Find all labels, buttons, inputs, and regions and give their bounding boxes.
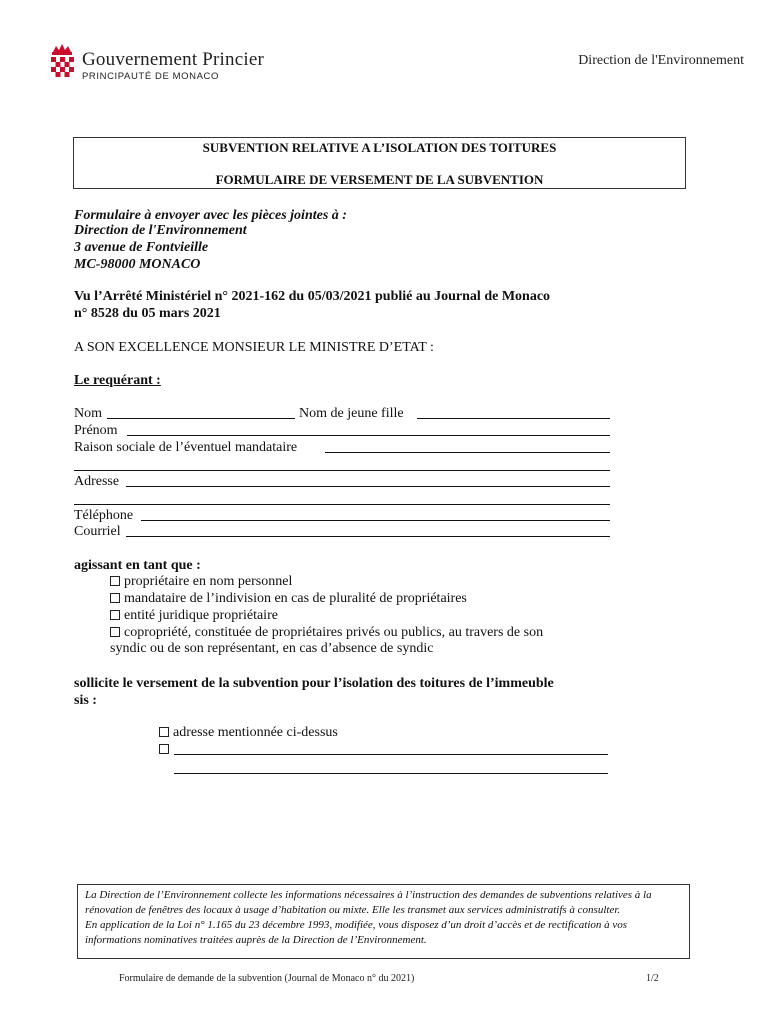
prenom-field[interactable] — [127, 423, 610, 436]
adresse-field[interactable] — [126, 474, 610, 487]
option-proprietaire[interactable] — [110, 574, 292, 590]
nom-field[interactable] — [107, 406, 295, 419]
logo-subtitle: PRINCIPAUTÉ DE MONACO — [82, 71, 219, 82]
arrete-line-2: n° 8528 du 05 mars 2021 — [74, 306, 221, 321]
sollicite-line-2: sis : — [74, 693, 97, 708]
send-to-line: Formulaire à envoyer avec les pièces jointes à : — [74, 208, 347, 223]
option-label: copropriété, constituée de propriétaires privés ou publics, au travers de son — [124, 625, 544, 640]
raison-sociale-field-2[interactable] — [74, 458, 610, 471]
prenom-label: Prénom — [74, 423, 118, 438]
option-adresse-ci-dessus[interactable] — [159, 725, 338, 741]
option-entite-juridique[interactable] — [110, 608, 278, 624]
title-box — [73, 137, 686, 189]
checkbox[interactable] — [110, 610, 120, 620]
checkbox[interactable] — [159, 744, 169, 754]
checkbox[interactable] — [110, 593, 120, 603]
addressee: A SON EXCELLENCE MONSIEUR LE MINISTRE D’ETAT : — [74, 340, 434, 355]
notice-paragraph-1: La Direction de l’Environnement collecte les informations nécessaires à l’instruction des demandes de subventions relatives à la rénovation de fenêtres des locaux à usage d’habitation ou mixte. Elle les transmet aux services administratifs à consulter. — [85, 889, 652, 916]
privacy-notice — [77, 884, 690, 959]
option-label: adresse mentionnée ci-dessus — [173, 725, 338, 740]
option-mandataire[interactable] — [110, 591, 467, 607]
arrete-line-1: Vu l’Arrêté Ministériel n° 2021-162 du 05/03/2021 publié au Journal de Monaco — [74, 289, 551, 304]
adresse-field-2[interactable] — [74, 492, 610, 505]
form-subtitle: FORMULAIRE DE VERSEMENT DE LA SUBVENTION — [215, 172, 544, 187]
checkbox[interactable] — [110, 576, 120, 586]
nom-label: Nom — [74, 406, 102, 421]
option-copropriete-continuation: syndic ou de son représentant, en cas d’absence de syndic — [110, 641, 434, 656]
logo-title: Gouvernement Princier — [82, 49, 265, 70]
courriel-field[interactable] — [126, 524, 610, 537]
autre-adresse-field[interactable] — [174, 742, 608, 755]
telephone-label: Téléphone — [74, 508, 134, 523]
checkbox[interactable] — [159, 727, 169, 737]
sollicite-line-1: sollicite le versement de la subvention pour l’isolation des toitures de l’immeuble — [74, 676, 554, 691]
nom-jeune-fille-label: Nom de jeune fille — [299, 406, 404, 421]
department-name: Direction de l'Environnement — [578, 53, 744, 68]
adresse-label: Adresse — [74, 474, 120, 489]
option-label: entité juridique propriétaire — [124, 608, 278, 623]
page-number: 1/2 — [646, 973, 659, 984]
requerant-heading: Le requérant : — [74, 373, 161, 388]
raison-sociale-field[interactable] — [325, 440, 610, 453]
agissant-heading: agissant en tant que : — [74, 558, 201, 573]
send-to-street: 3 avenue de Fontvieille — [74, 240, 209, 255]
send-to-dept: Direction de l'Environnement — [74, 223, 247, 238]
checkbox[interactable] — [110, 627, 120, 637]
footer-text: Formulaire de demande de la subvention (Journal de Monaco n° du 2021) — [119, 973, 415, 984]
telephone-field[interactable] — [141, 508, 610, 521]
form-title: SUBVENTION RELATIVE A L’ISOLATION DES TOITURES — [202, 140, 557, 155]
option-copropriete[interactable] — [110, 625, 543, 641]
nom-jeune-fille-field[interactable] — [417, 406, 610, 419]
option-autre-adresse[interactable] — [159, 742, 173, 758]
option-label: propriétaire en nom personnel — [124, 574, 293, 589]
autre-adresse-field-2[interactable] — [174, 761, 608, 774]
notice-paragraph-2: En application de la Loi n° 1.165 du 23 décembre 1993, modifiée, vous disposez d’un droit d’accès et de rectification à vos informations nominatives traitées auprès de la Direction de l’Environnement. — [85, 919, 628, 946]
courriel-label: Courriel — [74, 524, 121, 539]
option-label: mandataire de l’indivision en cas de pluralité de propriétaires — [124, 591, 467, 606]
monaco-crest-logo — [47, 43, 77, 81]
raison-sociale-label: Raison sociale de l’éventuel mandataire — [74, 440, 298, 455]
send-to-city: MC-98000 MONACO — [74, 257, 201, 272]
